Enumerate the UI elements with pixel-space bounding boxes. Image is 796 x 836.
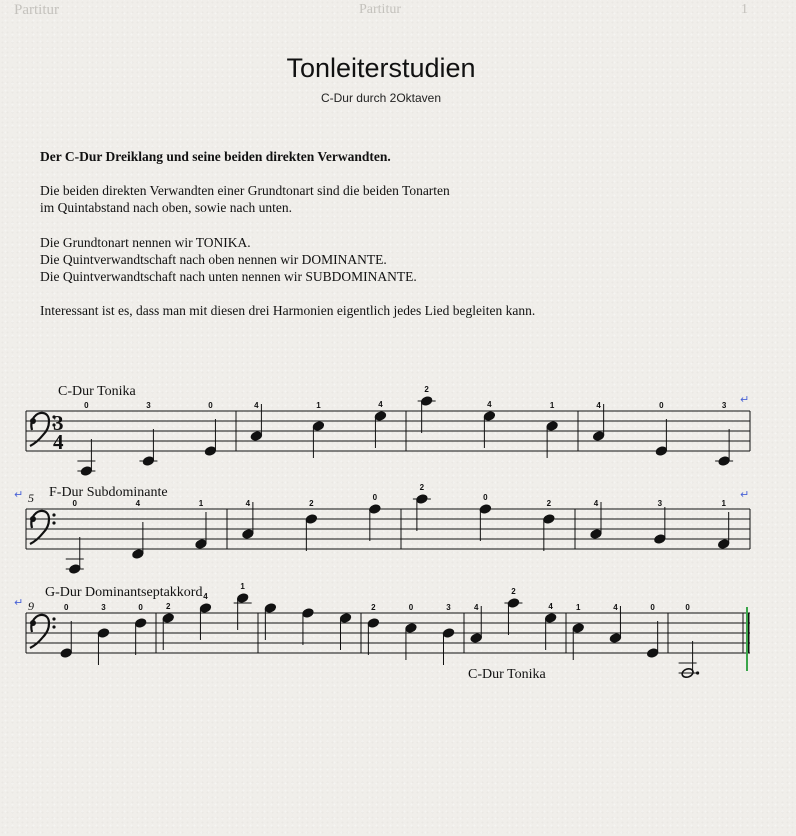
fingering-number[interactable]: 0 (372, 493, 378, 502)
fingering-number[interactable]: 0 (483, 493, 488, 502)
fingering-number[interactable]: 2 (424, 385, 429, 394)
fingering-number[interactable]: 1 (549, 401, 555, 410)
fingering-number[interactable]: 1 (721, 499, 726, 508)
fingering-number[interactable]: 3 (101, 603, 106, 612)
text-line[interactable]: Interessant ist es, dass man mit diesen drei Harmonien eigentlich jedes Lied begleiten kann. (40, 303, 536, 318)
fingering-number[interactable]: 0 (72, 499, 77, 508)
text-line[interactable]: Die beiden direkten Verwandten einer Grundtonart sind die beiden Tonarten (40, 183, 450, 198)
fingering-number[interactable]: 4 (613, 603, 618, 612)
fingering-number[interactable]: 4 (548, 602, 553, 611)
fingering-number[interactable]: 1 (316, 401, 321, 410)
measure-number[interactable]: 9 (28, 599, 34, 613)
page-number: 1 (741, 2, 748, 17)
bass-clef-dot[interactable] (52, 513, 55, 516)
augmentation-dot[interactable] (696, 671, 699, 674)
text-line[interactable]: Die Grundtonart nennen wir TONIKA. (40, 235, 251, 250)
bass-clef-icon[interactable] (30, 516, 36, 522)
system-bottom-label[interactable]: C-Dur Tonika (468, 667, 546, 682)
fingering-number[interactable]: 2 (419, 483, 425, 492)
fingering-number[interactable]: 2 (166, 602, 171, 611)
fingering-number[interactable]: 4 (203, 592, 208, 601)
fingering-number[interactable]: 0 (64, 603, 69, 612)
fingering-number[interactable]: 3 (446, 603, 451, 612)
fingering-number[interactable]: 4 (378, 400, 383, 409)
return-marker-icon[interactable]: ↵ (740, 393, 750, 406)
system-label[interactable]: G-Dur Dominantseptakkord (45, 585, 203, 600)
time-signature-bottom[interactable]: 4 (53, 430, 64, 454)
bass-clef-icon[interactable] (30, 620, 36, 626)
return-marker-icon[interactable]: ↵ (740, 488, 750, 501)
bass-clef-dot[interactable] (52, 617, 55, 620)
bass-clef-icon[interactable] (30, 418, 36, 424)
fingering-number[interactable]: 0 (138, 603, 143, 612)
system-label[interactable]: C-Dur Tonika (58, 384, 136, 399)
return-marker-icon[interactable]: ↵ (14, 488, 24, 501)
fingering-number[interactable]: 0 (685, 603, 690, 612)
return-marker-icon[interactable]: ↵ (14, 596, 24, 609)
fingering-number[interactable]: 1 (198, 499, 204, 508)
fingering-number[interactable]: 2 (371, 603, 376, 612)
fingering-number[interactable]: 4 (245, 499, 251, 508)
page-subtitle[interactable]: C-Dur durch 2Oktaven (320, 91, 442, 105)
fingering-number[interactable]: 1 (240, 582, 245, 591)
header-left-label: Partitur (14, 2, 59, 18)
text-line[interactable]: im Quintabstand nach oben, sowie nach unten. (40, 200, 292, 215)
fingering-number[interactable]: 0 (208, 401, 213, 410)
fingering-number[interactable]: 4 (135, 499, 141, 508)
text-heading[interactable]: Der C-Dur Dreiklang und seine beiden direkten Verwandten. (40, 149, 391, 164)
bass-clef-dot[interactable] (52, 521, 55, 524)
fingering-number[interactable]: 1 (576, 603, 581, 612)
text-line[interactable]: Die Quintverwandtschaft nach oben nennen wir DOMINANTE. (40, 252, 387, 267)
fingering-number[interactable]: 2 (511, 587, 516, 596)
time-signature-top[interactable]: 3 (53, 411, 64, 435)
system-label[interactable]: F-Dur Subdominante (49, 485, 168, 500)
text-line[interactable]: Die Quintverwandtschaft nach unten nennen wir SUBDOMINANTE. (40, 269, 417, 284)
fingering-number[interactable]: 3 (146, 401, 151, 410)
fingering-number[interactable]: 0 (84, 401, 89, 410)
fingering-number[interactable]: 0 (659, 401, 664, 410)
fingering-number[interactable]: 4 (474, 603, 479, 612)
fingering-number[interactable]: 4 (593, 499, 599, 508)
measure-number[interactable]: 5 (28, 491, 34, 505)
fingering-number[interactable]: 0 (650, 603, 655, 612)
fingering-number[interactable]: 4 (487, 400, 492, 409)
fingering-number[interactable]: 3 (721, 401, 727, 410)
fingering-number[interactable]: 3 (657, 499, 663, 508)
bass-clef-dot[interactable] (52, 625, 55, 628)
fingering-number[interactable]: 4 (254, 401, 259, 410)
header-center-label: Partitur (359, 2, 401, 17)
fingering-number[interactable]: 4 (596, 401, 601, 410)
page-title[interactable]: Tonleiterstudien (286, 53, 476, 83)
fingering-number[interactable]: 2 (546, 499, 552, 508)
fingering-number[interactable]: 2 (309, 499, 314, 508)
fingering-number[interactable]: 0 (408, 603, 414, 612)
